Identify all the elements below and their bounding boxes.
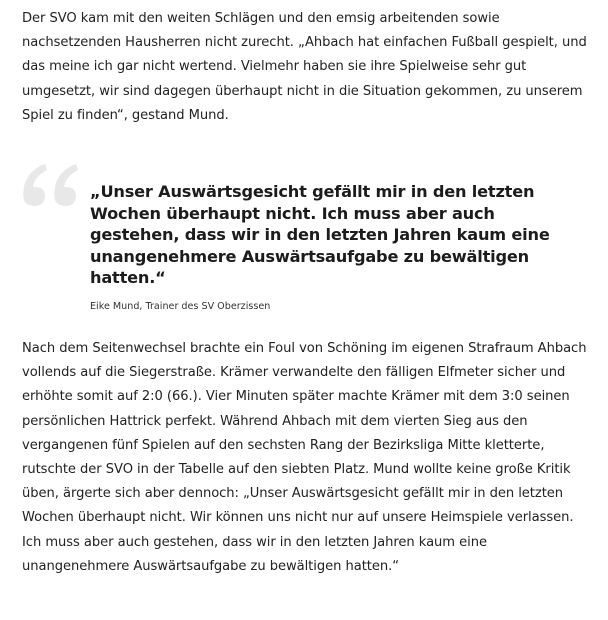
pull-quote bbox=[22, 162, 588, 322]
pull-quote-author: Eike Mund, Trainer des SV Oberzissen bbox=[90, 301, 271, 312]
pull-quote-text: „Unser Auswärtsgesicht gefällt mir in den letzten Wochen überhaupt nicht. Ich muss aber auch gestehen, dass wir in den letzten Jahren kaum eine unangenehmere Auswärtsaufgabe zu bewältigen hatten.“ bbox=[90, 182, 550, 287]
article-paragraph-2: Nach dem Seitenwechsel brachte ein Foul von Schöning im eigenen Strafraum Ahbach vollends auf die Siegerstraße. Krämer verwandelte den fälligen Elfmeter sicher und erhöhte somit auf 2:0 (66.). Vier Minuten später machte Krämer mit dem 3:0 seinen persönlichen Hattrick perfekt. Während Ahbach mit dem vierten Sieg aus den vergangenen fünf Spielen auf den sechsten Rang der Bezirksliga Mitte kletterte, rutschte der SVO in der Tabelle auf den siebten Platz. Mund wollte keine große Kritik üben, ärgerte sich aber dennoch: „Unser Auswärtsgesicht gefällt mir in den letzten Wochen überhaupt nicht. Wir können uns nicht nur auf unsere Heimspiele verlassen. Ich muss aber auch gestehen, dass wir in den letzten Jahren kaum eine unangenehmere Auswärtsaufgabe zu bewältigen hatten.“ bbox=[22, 341, 587, 574]
quote-icon bbox=[22, 162, 78, 206]
article-paragraph-1: Der SVO kam mit den weiten Schlägen und den emsig arbeitenden sowie nachsetzenden Hausherren nicht zurecht. „Ahbach hat einfachen Fußball gespielt, und das meine ich gar nicht wertend. Vielmehr haben sie ihre Spielweise sehr gut umgesetzt, wir sind dagegen überhaupt nicht in die Situation gekommen, zu unserem Spiel zu finden“, gestand Mund. bbox=[22, 11, 587, 123]
